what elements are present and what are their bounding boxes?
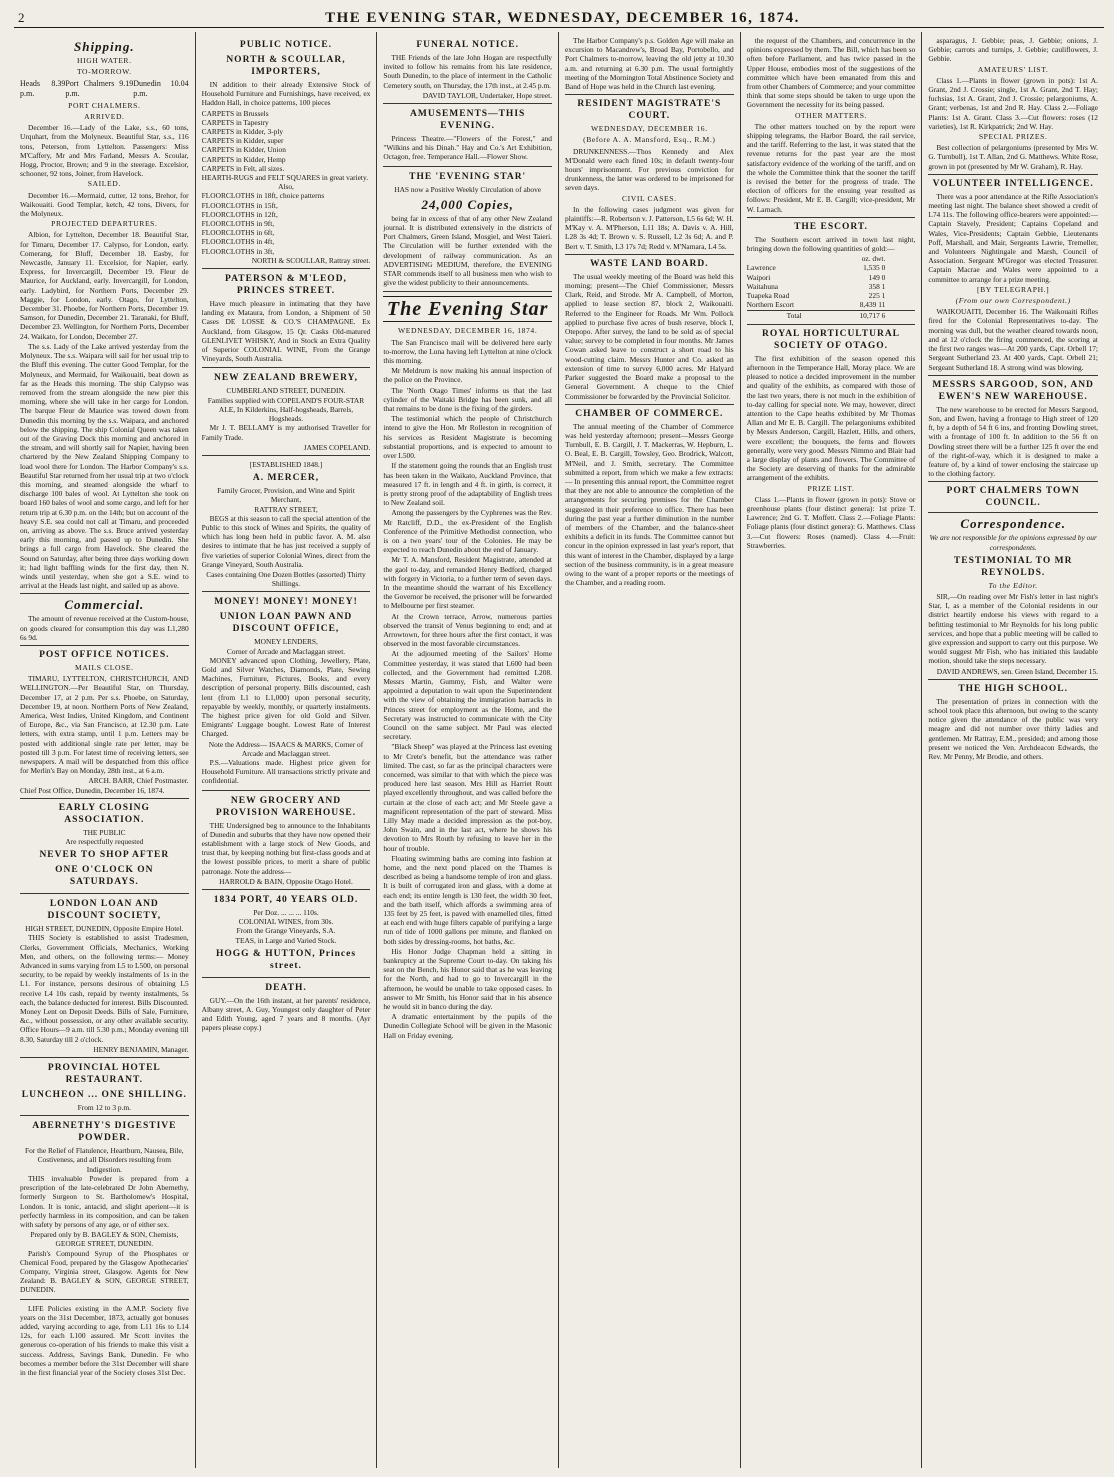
- editorial-paragraph: The testimonial which the people of Christchurch intend to give the Hon. Mr Rolleston in recognition of his services as Resident Magistrate is becoming substantial proportions, and is expected to amount to over L500.: [383, 414, 552, 461]
- divider: [928, 481, 1098, 482]
- column-1: [14, 32, 196, 1468]
- floorcloth-line: FLOORCLOTHS in 18ft, choice patterns: [201, 191, 325, 201]
- other-matters-heading: OTHER MATTERS.: [794, 110, 868, 120]
- brewery-text: Families supplied with COPELAND'S FOUR-STAR ALE, In Kilderkins, Half-hogsheads, Barrels, Hogsheads.: [207, 395, 365, 424]
- public-notice-heading: PUBLIC NOTICE.: [239, 40, 333, 50]
- civil-heading: CIVIL CASES.: [622, 193, 677, 203]
- sargood-heading: MESSRS SARGOOD, SON, AND EWEN'S NEW WAREHOUSE.: [932, 379, 1094, 402]
- mercer-cases: Cases containing One Dozen Bottles (assorted) Thirty Shillings.: [206, 569, 366, 589]
- escort-dwt: 0: [881, 272, 886, 282]
- tide-port: Port Chalmers 9.19 p.m.: [65, 79, 134, 98]
- funeral-signature: DAVID TAYLOR, Undertaker, Hope street.: [422, 90, 552, 100]
- teas-label: TEAS, in Large and Varied Stock.: [235, 935, 337, 945]
- intro-text: The Harbor Company's p.s. Golden Age will make an excursion to Macandrew's, Broad Bay, Portobello, and Port Chalmers to-morrow, leaving the old jetty at 10.30 a.m. and returning at 6.30 p.m. The usual fortnightly meeting of the Mornington Total Abstinence Society and Band of Hope was held in the Church last evening.: [565, 36, 734, 92]
- divider: [565, 94, 734, 95]
- death-heading: DEATH.: [265, 982, 307, 993]
- shipping-heading: Shipping.: [73, 39, 135, 54]
- editorial-paragraph: At the Crown terrace, Arrow, numerous parties observed the transit of Venus beginning to end; and at Arrowtown, for three hours after the first contact, it was observed in the most favorable circumstances.: [383, 611, 552, 649]
- abernethy-more: Parish's Compound Syrup of the Phosphates or Chemical Food, prepared by the Glasgow Apothecaries' Company, Virginia street, Glasgow. Agents for New Zealand: B. BAGLEY & SON, GEORGE STREET, DUNEDIN.: [20, 1248, 189, 1295]
- luncheon-label: LUNCHEON ... ONE SHILLING.: [21, 1090, 187, 1101]
- divider: [928, 375, 1098, 376]
- editorial-paragraph: Floating swimming baths are coming into fashion at home, and the next pond placed on the Thames is described as being a handsome temple of iron and glass. It is built of corrugated iron and glass, with a dome at each end; its entire length is 130 feet, the width 30 feet, and the bath itself, which affords a swimming area of 135 feet by 25 feet, is paved with enamelled tiles, fitted at each end with huge filters capable of purifying a large run of tide of 1000 gallons per minute, and flanked on both sides by dressing-rooms, hot baths, &c.: [383, 853, 552, 946]
- correspondence-heading: Correspondence.: [960, 516, 1066, 532]
- sailed-text: December 16.—Mermaid, cutter, 12 tons, Brehor, for Waikouaiti. Good Templar, ketch, 42 tons, Divers, for the Molyneux.: [20, 190, 189, 219]
- to-editor-label: To the Editor.: [988, 580, 1038, 590]
- grange-label: From the Grange Vineyards, S.A.: [236, 926, 336, 936]
- never-label: NEVER TO SHOP AFTER: [39, 850, 170, 861]
- columns: [14, 32, 1104, 1468]
- escort-oz: 358: [868, 281, 880, 291]
- escort-units: oz. dwt.: [861, 254, 886, 264]
- grocery-text: THE Undersigned beg to announce to the Inhabitants of Dunedin and suburbs that they have now opened their establishment with a large stock of New Goods, and trust that, by keeping nothing but first-class goods and at the lowest possible prices, to merit a share of public patronage. Note the address—: [201, 820, 371, 876]
- escort-row: [747, 291, 916, 300]
- shipping-news: The s.s. Lady of the Lake arrived yesterday from the Molyneux. The s.s. Waipara will sail for her usual trip to the Bluff this evening. The cutter Good Templar, for the Molyneux, and Mermaid, for Waikouaiti, beat down as far as the Heads this morning. The ship Calypso was removed from the stream alongside the new pier this morning, where she will take in her cargo for London. The barque Fleur de Maurice was towed down from Dunedin this morning by the s.s. Waipara, and anchored below the shipping. The ship Colonial Queen was taken out of the Graving Dock this morning and anchored in the stream, and will shortly sail for Napier, having been chartered by the New Zealand Shipping Company to load wool there for London. The Harbor Company's s.s. Beautiful Star returned from her usual trip at two o'clock this morning, and steamed alongside the wharf to discharge 100 bales of wool. At Lyttelton she took on board 160 bales of wool and some cargo, and left for her return trip at 6.30 p.m. on the 14th; but on account of the heavy S.E. sea could not call at Timaru, and proceeded on, arriving as above. The s.s. Bruce arrived yesterday early this morning, and passed up to Dunedin. She brings a full cargo from Havelock. She cleared the Sound on Saturday, after being three days working down it; had light baffling winds for the first day, then N. winds until yesterday, when she got a S.E. wind to arrival at the Heads last night, and sailed up as above.: [20, 341, 189, 591]
- sargood-text: The new warehouse to be erected for Messrs Sargood, Son, and Ewen, having a frontage to High street of 120 ft, by a depth of 54 ft 6 ins, and fronting Dowling street, with a frontage of 100 ft. In addition to the 56 ft on Dowling street there will be a further 125 ft over the end of the right-of-way, which it is designed to make a feature of, by a kind of tower enclosing the staircase up to the clothing factory.: [928, 404, 1098, 479]
- scoullar-signature: NORTH & SCOULLAR, Rattray street.: [251, 255, 371, 265]
- masthead: [14, 8, 1104, 28]
- post-office-heading: POST OFFICE NOTICES.: [39, 649, 170, 660]
- abernethy-heading: ABERNETHY'S DIGESTIVE POWDER.: [32, 1121, 177, 1144]
- editorial-paragraph: Among the passengers by the Cyphrenes was the Rev. Mr Ratcliff, D.D., the ex-President of the English Conference of the Primitive Methodist connection, who is on a two years' tour of the Colonies. He may be expected to reach Dunedin about the end of January.: [383, 508, 552, 555]
- also-label: Also,: [278, 182, 294, 192]
- abernethy-ad: [20, 1120, 189, 1299]
- editorial-paragraph: If the statement going the rounds that an English trust has been taken in the Waikato, Auckland Province, that measured 17 ft. in length and 4 ft. in girth, is correct, it is pretty strong proof of the adaptability of English trees to New Zealand soil.: [383, 461, 552, 508]
- mercer-heading: A. MERCER,: [252, 473, 320, 484]
- amateurs-text: Class 1.—Plants in flower (grown in pots): 1st A. Grant, 2nd J. Crossie; single, 1st A. Grant, 2nd T. Hay; fuchsias, 1st A. Grant, 2nd J. Crossie; pelargoniums, A. Grant; verbenas, 1st and 2nd R. Hay. Class 2.—Foliage Plants: 1st A. Grant. Class 3.—Cut flowers: roses (12 varieties), 1st R. Kirkpatrick; 2nd W. Hay.: [928, 75, 1098, 131]
- escort-row: [747, 273, 916, 282]
- divider: [565, 254, 734, 255]
- floorcloth-line: FLOORCLOTHS in 9ft,: [201, 219, 275, 229]
- tide-heads: Heads 8.39 p.m.: [20, 79, 66, 98]
- escort-total: 10,717 6: [859, 311, 886, 321]
- escort-oz: 225: [868, 291, 880, 301]
- intro-text: asparagus, J. Gebbie; peas, J. Gebbie; onions, J. Gebbie; carrots and turnips, J. Gebbie; cauliflowers, J. Gebbie.: [928, 36, 1098, 64]
- tide-table: [20, 79, 189, 97]
- escort-row: [747, 282, 916, 291]
- funeral-text: THE Friends of the late John Hogan are respectfully invited to follow his remains from his late residence, South Dunedin, to the place of interment in the Catholic Cemetery south, on Thursday, the 17th inst., at 2.45 p.m.: [383, 53, 552, 90]
- escort-total-label: Total: [786, 311, 802, 321]
- early-closing-heading: EARLY CLOSING ASSOCIATION.: [58, 802, 150, 825]
- page-number: 2: [18, 10, 25, 25]
- abernethy-text: THIS invaluable Powder is prepared from a prescription of the late-celebrated Dr John Abernethy, formerly Surgeon to St. Bartholomew's Hospital, London. It is tonic, antacid, and slight aperient—it is perfectly harmless in its composition, and can be taken with safety by persons of any age, or of either sex.: [20, 1173, 189, 1229]
- pawn-ad: [202, 596, 371, 790]
- loan-signature: HENRY BENJAMIN, Manager.: [93, 1044, 189, 1054]
- column-3: [377, 32, 559, 1468]
- testimonial-heading: TESTIMONIAL TO MR REYNOLDS.: [953, 555, 1073, 578]
- correspondence-signature: DAVID ANDREWS, sen. Green Island, December 15.: [936, 666, 1098, 676]
- pawn-text: MONEY advanced upon Clothing, Jewellery, Plate, Gold and Silver Watches, Diamonds, Plate, Sewing Machines, Furniture, Pictures, Books, and every description of personal property. Bills discounted, cash lent (from L1 to L1,000) upon personal security, repayable by weekly, monthly, or quarterly instalments. The highest price given for old Gold and Silver. Emigrants' Luggage bought. Lowest Rate of Interest Charged.: [201, 655, 371, 739]
- escort-dwt: 0: [881, 263, 886, 273]
- sailed-heading: SAILED.: [87, 179, 121, 189]
- escort-place: Tuapeka Road: [746, 291, 790, 301]
- escort-oz: 1,535: [863, 263, 880, 273]
- amusements: [383, 108, 552, 167]
- arrived-heading: ARRIVED.: [84, 112, 125, 122]
- divider: [928, 512, 1098, 513]
- editorial-paragraph: "Black Sheep" was played at the Princess last evening to Mr Crete's benefit, but the attendance was rather limited. The cast, so far as the principal characters were concerned, was similar to that with which the piece was produced here last season. Mrs Hill as Harriet Routt played excellently throughout, and was called before the curtain at the close of each act; and Mr Steele gave a magnificent representation of the part of steward. Miss Lilly May made a decided impression as the pot-boy, John Swain, and in the last act, where he shows his devotion to Mrs Routh by refusing to leave her in the hour of trouble.: [383, 742, 552, 853]
- newspaper-page: [14, 8, 1104, 1468]
- commercial-text: The amount of revenue received at the Custom-house, on goods cleared for consumption this day was L1,280 6s 9d.: [20, 614, 189, 642]
- post-office-date: Chief Post Office, Dunedin, December 16, 1874.: [20, 785, 165, 795]
- special-text: Best collection of pelargoniums (presented by Mrs W. G. Turnbull), 1st T. Allan, 2nd G. Matthews. White Rose, grown in pot (presented by Mr W. Graham), R. Hay.: [928, 143, 1098, 171]
- brewery-heading: NEW ZEALAND BREWERY,: [213, 373, 358, 384]
- paterson-heading: PATERSON & M'LEOD, PRINCES STREET.: [225, 274, 347, 297]
- public-label: THE PUBLIC: [83, 827, 126, 837]
- port-chalmers-heading: PORT CHALMERS.: [68, 100, 141, 110]
- divider: [20, 798, 189, 799]
- correspondence-text: SIR,—On reading over Mr Fish's letter in last night's Star, I, as a member of the Colonial residents in our district heartily endorse his views with regard to a befitting testimonial to Mr Reynolds for his long public services, and hope that a public meeting will be called to give expression and support to carry out this purpose. We would suggest Mr Fish, who has initiated this laudable motion, should take the steps necessary.: [928, 591, 1098, 666]
- established-label: [ESTABLISHED 1848.]: [249, 459, 323, 469]
- special-heading: SPECIAL PRIZES.: [978, 132, 1048, 142]
- divider: [20, 593, 189, 594]
- rhs-text: The first exhibition of the season opened this afternoon in the Temperance Hall, Moray place. We are pleased to notice a decided improvement in the number and quality of the exhibits, as compared with those of the last two years, there is not much in the exhibition of to-day calling for special note. We may, however, direct attention to the Cape heaths exhibited by Mr Thomas Allan and Mr E. B. Cargill. The pelargoniums exhibited by Messrs Anderson, Cargill, Hazlett, Hills, and others, were excellent; the bouquets, the ferns and flowers generally, were very good. Messrs Nimmo and Blair had a large display of plants and flowers. The Committee of the Society are deserving of thanks for the admirable arrangement of the exhibits.: [746, 353, 916, 483]
- colonial-wines: COLONIAL WINES, from 30s.: [238, 917, 334, 927]
- paterson-ad: [202, 273, 371, 368]
- tide-dunedin: Dunedin 10.04 p.m.: [133, 79, 189, 98]
- money-heading: MONEY! MONEY! MONEY!: [214, 597, 358, 608]
- projected-heading: PROJECTED DEPARTURES.: [51, 219, 158, 229]
- rmc-text: DRUNKENNESS.—Thos Kennedy and Alex M'Donald were each fined 10s; in default twenty-four hours' imprisonment. For previous conviction for drunkenness, the latter was ordered to be imprisoned for seven days.: [565, 146, 734, 193]
- escort-text: The Southern escort arrived in town last night, bringing down the following quantities of gold:—: [746, 234, 916, 254]
- floorcloth-line: FLOORCLOTHS in 15ft,: [201, 200, 278, 210]
- port-council-heading: PORT CHALMERS TOWN COUNCIL.: [946, 486, 1080, 509]
- pawn-heading: UNION LOAN PAWN AND DISCOUNT OFFICE,: [219, 612, 353, 635]
- saturday-label: ONE O'CLOCK ON SATURDAYS.: [55, 865, 154, 888]
- carpet-line: CARPETS in Kidder, super: [201, 136, 284, 146]
- waste-land-text: The usual weekly meeting of the Board was held this morning; present—The Chief Commissioner, Messrs Clark, Reid, and Strode. Mr A. Campbell, of Morton, applied to lease section 87, block 2, Waikouaiti. Referred to the Engineer for Roads. Mr Wm. Pollock applied to purchase five acres of bush reserve, block I, Otepopo. After survey, the land to be sold as of special value; survey to be completed in four months. Mr James Cowan asked leave to construct a short road to his wood-cutting claim. Messrs Hunter and Co. asked an extension of time to survey 6,000 acres. Mr Halyard Parker suggested the Board make a proposal to the General Government. A cheque to the Chief Commissioner be forwarded by the Provincial Solicitor.: [565, 271, 734, 401]
- amusements-text: Princess Theatre.—"Flowers of the Forest," and "Wilkins and his Dinah." Hay and Co.'s Art Exhibition, Octagon, free. Temperance Hall.—Flower Show.: [383, 134, 552, 162]
- mercer-ad: [202, 460, 371, 592]
- escort-dwt: 1: [881, 291, 886, 301]
- brewery-agent: Mr J. T. BELLAMY is my authorised Traveller for Family Trade.: [201, 423, 371, 442]
- provincial-hotel-ad: [20, 1062, 189, 1116]
- per-doz: Per Doz. ... ... ... 110s.: [253, 908, 319, 918]
- escort-row: [747, 300, 916, 309]
- column-5: [741, 32, 923, 1468]
- telegram-text: WAIKOUAITI, December 16. The Waikouaiti Rifles fired for the Colonial Representatives to-day. The morning was dull, but the weather cleared towards noon, and at 12 o'clock the firing commenced, the scoring at the first two ranges was—At 200 yards, Capt. Orbell 17; Sergeant Sutherland 23. At 400 yards, Capt. Orbell 21; Sergeant Sutherland 18. A strong wind was blowing.: [928, 307, 1098, 372]
- loan-address: HIGH STREET, DUNEDIN, Opposite Empire Hotel.: [25, 924, 184, 934]
- circulation-notice: [383, 171, 552, 293]
- carpet-line: CARPETS in Kidder, 3-ply: [201, 127, 284, 137]
- escort-oz: 149: [868, 272, 880, 282]
- circulation-text-2: being far in excess of that of any other New Zealand journal. It is distributed extensively in the districts of Port Chalmers, Green Island, Mosgiel, and West Taieri. The Circulation will be further extended with the development of railway communication. As an ADVERTISING MEDIUM, therefore, the EVENING STAR commends itself to all business men who wish to give the widest publicity to their announcements.: [383, 213, 552, 288]
- prize-list-heading: PRIZE LIST.: [807, 483, 855, 493]
- escort-dwt: 11: [878, 300, 886, 310]
- funeral-heading: FUNERAL NOTICE.: [416, 40, 519, 50]
- grocery-heading: NEW GROCERY AND PROVISION WAREHOUSE.: [215, 795, 357, 818]
- divider: [20, 645, 189, 646]
- other-matters-text: The other matters touched on by the report were shipping telegrams, the Harbor Board, the rail service, and the tariff. Referring to the last, it was stated that the revenue returns for the past year are the most satisfactory evidence of the working of the tariff, and on the whole the Committee think that the sooner the tariff is revised the better for the progress of trade. The election of officers for the ensuing year resulted as follows: President, Mr E. B. Cargill; vice-president, Mr W. Larnach.: [746, 121, 916, 214]
- pawn-note: Note the Address— ISAACS & MARKS, Corner of Arcade and Maclaggan street.: [208, 739, 364, 758]
- brewery-signature: JAMES COPELAND.: [303, 442, 371, 452]
- pawn-ps: P.S.—Valuations made. Highest price given for Household Furniture. All transactions strictly private and confidential.: [201, 757, 371, 786]
- high-school-heading: THE HIGH SCHOOL.: [958, 683, 1069, 694]
- mails-close-heading: MAILS CLOSE.: [74, 662, 134, 672]
- grocery-signature: HARROLD & BAIN, Opposite Otago Hotel.: [219, 876, 353, 886]
- editorial-paragraph: At the adjourned meeting of the Sailors' Home Committee yesterday, it was stated that L600 had been collected, and the Government had remitted L208. Messrs Martin, Gummy, Fish, and Walter were appointed a deputation to wait upon the Superintendent with the view of obtaining the immigration barracks in Princes street for employment as the Home, and the Secretary was instructed to communicate with the City Council on the same subject. Mr Paul was elected secretary.: [383, 649, 552, 742]
- loan-society-ad: [20, 898, 189, 1058]
- carpet-line: CARPETS in Brussels: [201, 108, 269, 118]
- divider: [747, 324, 916, 325]
- mails-text: TIMARU, LYTTELTON, CHRISTCHURCH, AND WELLINGTON.—Per Beautiful Star, on Thursday, December 17, at 2 p.m. Per s.s. Phoebe, on Saturday, December 19, at noon. Northern Ports of New Zealand, America, West Indies, United Kingdom, and Continent of Europe, &c., via San Francisco, at 12.30 p.m. Late letters, with extra stamp, until 1 p.m. Letters may be posted with additional single rate per letter, may be posted till 3 p.m. For latest time of receiving letters, see newspapers. A mail will be despatched from this office for Merlin's Bay on Monday, 28th inst., at 6 a.m.: [20, 674, 189, 776]
- scoullar-heading: NORTH & SCOULLAR, IMPORTERS,: [226, 55, 346, 77]
- rhs-heading: ROYAL HORTICULTURAL SOCIETY OF OTAGO.: [761, 328, 901, 351]
- tomorrow-label: TO-MORROW.: [76, 67, 132, 77]
- abernethy-prep: Prepared only by B. BAGLEY & SON, Chemists, GEORGE STREET, DUNEDIN.: [30, 1230, 179, 1249]
- volunteer-text: There was a poor attendance at the Rifle Association's meeting last night. The balance sheet showed a credit of L74 11s. The following office-bearers were appointed:—Captain Stavely, President; Captains Copeland and Wales, Vice-Presidents; Captain Gebbie, Lieutenants Poff, Marshall, and Mair, Sergeants Lawrie, Tremeller, and Volunteers Nightingale and Marsh, Council of Association. Sergeant M'Gregor was elected Treasurer. Captain Macrae and Wales were appointed to a committee to arrange for a prize meeting.: [928, 191, 1098, 284]
- escort-place: Northern Escort: [746, 300, 795, 310]
- editorial-paragraph: Mr Meldrum is now making his annual inspection of the police on the Province.: [383, 366, 552, 385]
- editorial-paragraph: His Honor Judge Chapman held a sitting in bankruptcy at the Supreme Court to-day. On taking his seat on the Bench, his Honor said that as he was leaving for the North, and had to go to Invercargill in the afternoon, he would be unable to take opposed cases. In answer to Mr Smith, his Honor said that in his absence he would sit in banco during the day.: [383, 946, 552, 1012]
- editorial-paragraph: A dramatic entertainment by the pupils of the Dunedin Collegiate School will be given in the Masonic Hall on Friday evening.: [383, 1012, 552, 1040]
- high-school-text: The presentation of prizes in connection with the school took place this afternoon, but owing to the scanty notice given the attendance of the public was very meagre and did not number over thirty ladies and gentlemen. Mr Rattray, E.M., presided; and among those present we noticed the Ven. Archdeacon Edwards, the Rev. Mr Penny, Mr Brodie, and others.: [928, 696, 1098, 761]
- hogg-signature: HOGG & HUTTON, Princes street.: [215, 948, 357, 971]
- editorial-paragraph: Mr T. A. Mansford, Resident Magistrate, attended at the gaol to-day, and remanded Henry Bedford, charged with forgery in Victoria, to a further term of seven days. In the meantime should the warrant of his Excellency the Governor be received, the prisoner will be forwarded to Melbourne per first steamer.: [383, 555, 552, 611]
- editorial-date: WEDNESDAY, DECEMBER 16, 1874.: [397, 326, 538, 336]
- editorial-masthead: The Evening Star: [383, 296, 552, 322]
- escort-place: Waitahuna: [746, 281, 779, 291]
- waste-land-heading: WASTE LAND BOARD.: [590, 258, 709, 269]
- editorial-paragraph: The 'North Otago Times' informs us that the last cylinder of the Waitaki Bridge has been sunk, and all that remains to be done is the fixing of the girders.: [383, 385, 552, 414]
- telegram-sub: (From our own Correspondent.): [955, 296, 1071, 306]
- arrived-text: December 16.—Lady of the Lake, s.s., 60 tons, Urquhart, from the Molyneux. Beautiful Star, s.s., 116 tons, Peterson, from Lyttelton. Passengers: Miss M'Caffery, Mr and Mrs Farland, Messrs A. Scoular, Hogg, Proctor, Brown; and 9 in the steerage. Excelsior, schooner, 92 tons, Joiner, from Havelock.: [20, 123, 189, 179]
- circulation-heading: THE 'EVENING STAR': [409, 171, 527, 182]
- volunteer-heading: VOLUNTEER INTELLIGENCE.: [932, 178, 1094, 189]
- prize-text: Class 1.—Plants in flower (grown in pots): Stove or greenhouse plants (four distinct genera): 1st prize T. Lawrence; 2nd G. T. Moffett. Class 2.—Foliage Plants: Foliage plants (four distinct genera): G. Matthews. Class 3.—Cut flowers: Roses (named). Class 4.—Fruit: Strawberries.: [746, 494, 916, 550]
- escort-total-row: [747, 310, 916, 320]
- commerce-heading: CHAMBER OF COMMERCE.: [575, 408, 724, 419]
- commercial-heading: Commercial.: [64, 597, 145, 613]
- divider: [928, 679, 1098, 680]
- column-6: [922, 32, 1104, 1468]
- rmc-heading: RESIDENT MAGISTRATE'S COURT.: [577, 99, 722, 122]
- escort-place: Waipori: [746, 272, 771, 282]
- early-closing-ad: [20, 802, 189, 894]
- projected-text: Albion, for Lyttelton, December 18. Beautiful Star, for Timaru, December 17. Calypso, for London, early. Comerang, for Bluff, December 18. Easby, for Newcastle, January 11. Excelsior, for Napier, early. Express, for Invercargill, December 19. Fleur de Maurice, for Auckland, early. Invercargill, for London, early. Ladybird, for Northern Ports, December 29. Maggie, for London, early. Otago, for Lyttelton, December 31. Phoebe, for Northern Ports, December 19. Samson, for Dunedin, December 21. Taranaki, for Bluff, December 23. Wellington, for Northern Ports, December 24. Waikato, for London, December 27.: [20, 230, 189, 341]
- copies-label: 24,000 Copies,: [421, 196, 514, 212]
- floorcloth-line: FLOORCLOTHS in 6ft,: [201, 228, 275, 238]
- pawn-address: Corner of Arcade and Maclaggan street.: [226, 646, 346, 656]
- mercer-text: BEGS at this season to call the special attention of the Public to this stock of Wines and Spirits, the quality of which has long been held in public favor. A. M. also desires to intimate that he has just received a supply of five varieties of superior Colonial Wines, direct from the Grange Vineyard, South Australia.: [201, 513, 371, 569]
- provincial-heading: PROVINCIAL HOTEL RESTAURANT.: [47, 1063, 161, 1086]
- escort-oz: 8,439: [859, 300, 877, 310]
- carpet-line: CARPETS in Kidder, Hemp: [201, 154, 286, 164]
- escort-heading: THE ESCORT.: [794, 221, 868, 232]
- loan-text: THIS Society is established to assist Tradesmen, Clerks, Government Officials, Mechanics, Working Men, and others, on the following terms:— Money Advanced in sums varying from L5 to L500, on personal security, to be repaid by weekly instalments of 1s in the L1. For instance, persons desirous of obtaining L5 receive L4 10s cash, repaid by twenty instalments, 5s each, the balance deducted for interest. Bills Discounted. Money Lent on Deposit Deeds. Bills of Sale, Furniture, &c., without possession, or any other available security. Office Hours—9 a.m. till 5.30 p.m.; Monday evening till 8.30, Saturday till 2 o'clock.: [20, 933, 189, 1044]
- escort-place: Lawrence: [746, 263, 776, 273]
- life-policies-text: LIFE Policies existing in the A.M.P. Society five years on the 31st December, 1873, actually got bonuses added, varying according to age, from L11 16s to L14 12s, for each L100 assured. Mr Scott invites the generous co-operation of his friends to make this visit a success. Address, Savings Bank, Dunedin. Fe who becomes a member before the 31st December will share in the first financial year of the Society closes 31st Dec.: [20, 1303, 189, 1377]
- divider: [747, 217, 916, 218]
- floorcloth-line: FLOORCLOTHS in 4ft,: [201, 237, 275, 247]
- carpet-line: CARPETS in Kidder, Union: [201, 145, 286, 155]
- divider: [928, 174, 1098, 175]
- mercer-address: RATTRAY STREET,: [254, 504, 318, 514]
- rmc-date: WEDNESDAY, DECEMBER 16.: [590, 124, 708, 134]
- hogg-ad: [202, 894, 371, 978]
- floorcloth-line: FLOORCLOTHS in 12ft,: [201, 209, 278, 219]
- carpet-line: HEARTH-RUGS and FELT SQUARES in great variety.: [201, 173, 369, 183]
- carpet-line: CARPETS in Felt, all sizes.: [201, 163, 285, 173]
- telegram-label: [BY TELEGRAPH.]: [977, 284, 1050, 294]
- floorcloth-line: FLOORCLOTHS in 3ft,: [201, 246, 275, 256]
- escort-dwt: 1: [881, 281, 886, 291]
- editorial-paragraph: The San Francisco mail will be delivered here early to-morrow, the Luna having left Lyttelton at nine o'clock this morning.: [383, 337, 552, 366]
- column-4: [559, 32, 741, 1468]
- death-text: GUY.—On the 16th instant, at her parents' residence, Albany street, A. Guy, Youngest only daughter of Peter and Edith Young, aged 7 years and 8 months. (Ayr papers please copy.): [201, 995, 371, 1033]
- carpet-line: CARPETS in Tapestry: [201, 117, 269, 127]
- funeral-notice: [383, 39, 552, 104]
- abernethy-sub: For the Relief of Flatulence, Heartburn, Nausea, Bile, Costiveness, and all Disorders resulting from Indigestion.: [25, 1146, 184, 1174]
- mercer-sub: Family Grocer, Provision, and Wine and Spirit Merchant,: [217, 486, 355, 505]
- column-2: [196, 32, 378, 1468]
- amusements-heading: AMUSEMENTS—THIS EVENING.: [410, 109, 526, 132]
- brewery-ad: [202, 372, 371, 455]
- commerce-text: The annual meeting of the Chamber of Commerce was held yesterday afternoon; present—Messrs George Turnbull, E. B. Cargill, J. T. Mackerras, W. Hepburn, L. O. Beal, E. B. Cargill, Towsley, Geo. Brodrick, Walcott, M'Neil, and J. Smith, secretary. The Committee submitted a report, from which we make a few extracts:— In presenting this annual report, the Committee regret that they are not able to announce the completion of the arrangements for securing premises for the Chamber suggested in their preference to office. There has been during the past year a further diminution in the number of members of the Chamber, and the balance-sheet exhibits a deficit in its funds. The Committee cannot but concur in the opinion expressed in last year's report, that this want of interest in the Chamber, displayed by a large section of the business community, is in a great measure owing to the want of a proper reports or the meetings of the Chamber, and a reading room.: [565, 421, 734, 588]
- page-title: THE EVENING STAR, WEDNESDAY, DECEMBER 16, 1874.: [325, 10, 800, 26]
- port-heading: 1834 PORT, 40 YEARS OLD.: [213, 895, 359, 906]
- escort-row: [747, 263, 916, 272]
- intro-text: the request of the Chambers, and concurrence in the opinions expressed by them. The Bill, which has been so often before Parliament, and has twice passed in the Upper House, embodies most of the suggestions of the committee which have been emanated from this and from other Chambers of Commerce; and your committee think that some steps should be taken to urge upon the Government the necessity for its being passed.: [746, 36, 916, 110]
- requested-label: Are respectfully requested: [65, 837, 144, 847]
- luncheon-hours: From 12 to 3 p.m.: [77, 1103, 132, 1113]
- paterson-text: Have much pleasure in intimating that they have landing ex Mataura, from London, a Shipment of 50 Cases DE LOSSE & CO.'S CHAMPAGNE. Ex Auckland, from Glasgow, 15 Qr. Casks Old-matured GLENLIVET WHISKY, And in Stock an Extra Quality of Superior COLONIAL WINE, From the Grange Vineyards, South Australia.: [201, 299, 371, 364]
- loan-heading: LONDON LOAN AND DISCOUNT SOCIETY,: [47, 899, 162, 922]
- circulation-text: HAS now a Positive Weekly Circulation of above: [394, 184, 542, 194]
- high-water-heading: HIGH WATER.: [77, 56, 132, 65]
- rmc-before: (Before A. A. Mansford, Esq., R.M.): [583, 135, 716, 145]
- postmaster-signature: ARCH. BARR, Chief Postmaster.: [88, 776, 189, 786]
- pawn-sub: MONEY LENDERS,: [254, 637, 318, 647]
- scoullar-text: IN addition to their already Extensive Stock of Household Furniture and Furnishings, have received, ex Haddon Hall, in choice patterns, 100 pieces: [201, 80, 371, 108]
- divider: [565, 404, 734, 405]
- amateurs-heading: AMATEURS' LIST.: [977, 64, 1049, 74]
- civil-text: In the following cases judgment was given for plaintiffs:—R. Robertson v. J. Patterson, L5 6s 6d; W. H. M'Kay v. A. M'Pherson, L11 18s; A. Davis v. A. Hill, L28 3s 4d; T. Brown v. S. Russell, L2 3s 6d; A. and P. Bert v. T. Smith, L3 17s 7d; Redd v. M'Namara, L4 5s.: [565, 204, 734, 251]
- correspondence-note: We are not responsible for the opinions expressed by our correspondents.: [929, 533, 1097, 552]
- grocery-ad: [202, 795, 371, 890]
- brewery-address: CUMBERLAND STREET, DUNEDIN.: [226, 386, 346, 396]
- scoullar-ad: [202, 54, 371, 269]
